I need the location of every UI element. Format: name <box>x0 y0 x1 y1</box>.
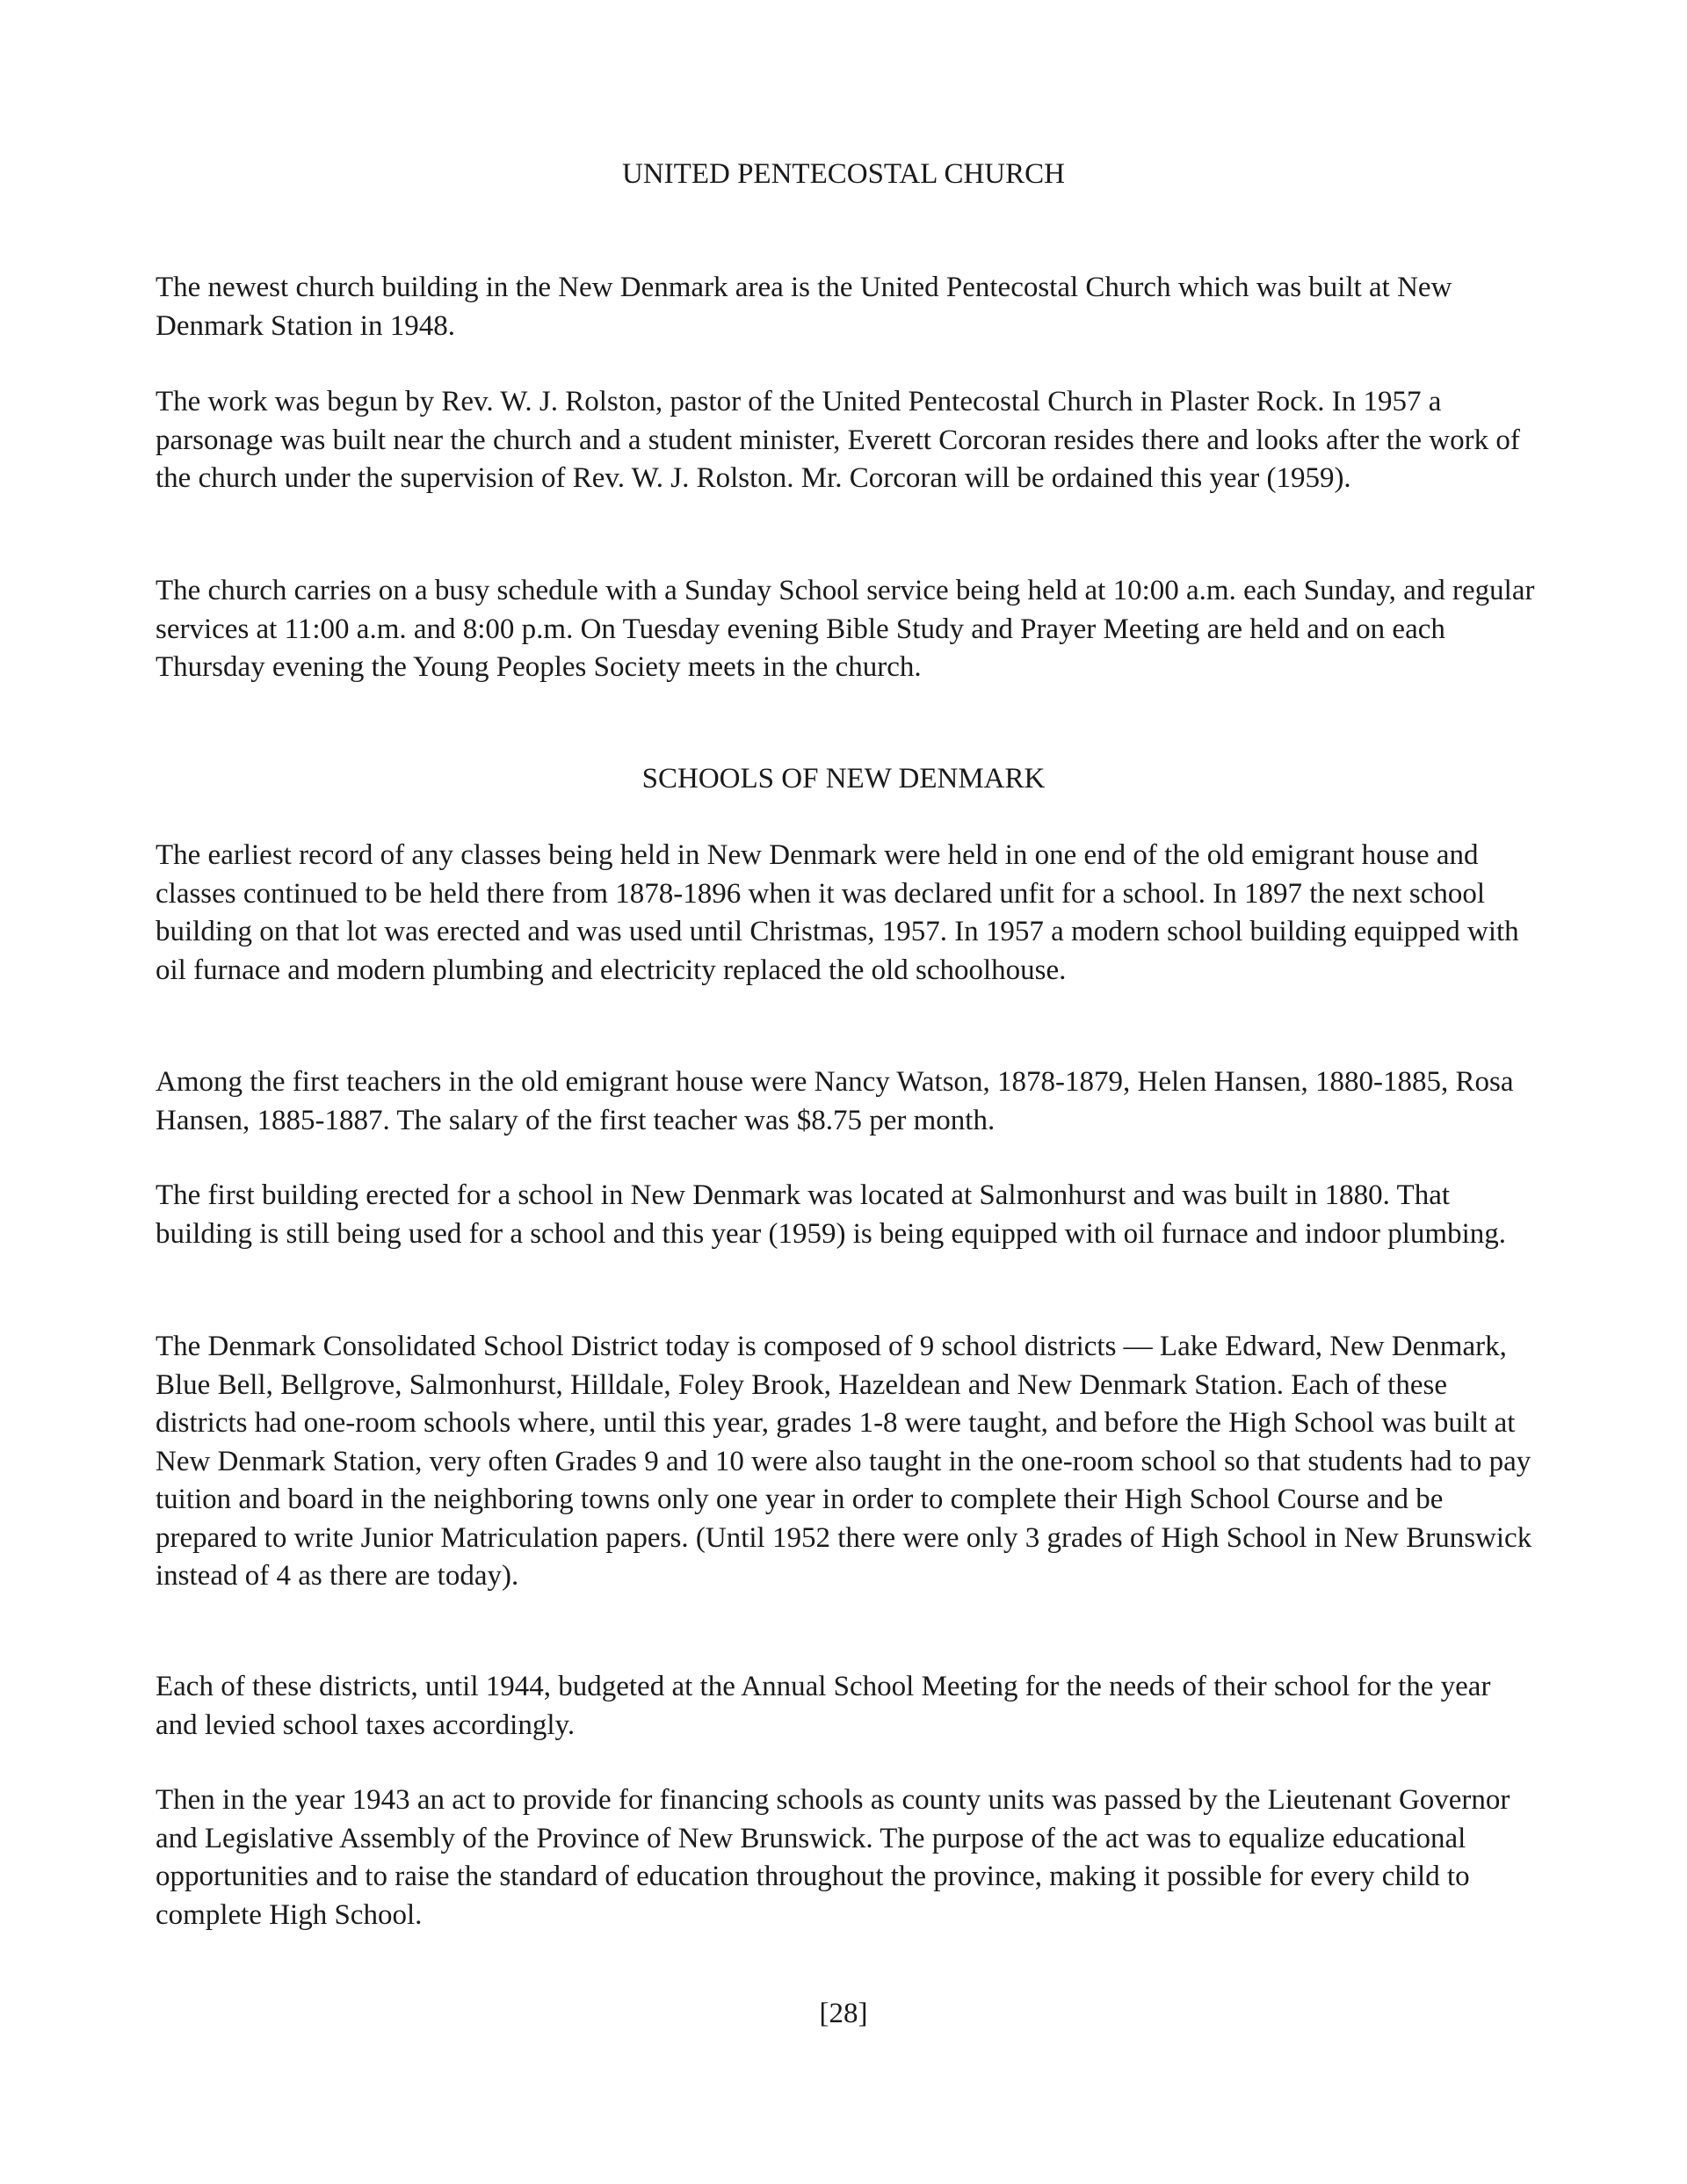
schools-paragraph-2 <box>156 1063 1535 1140</box>
church-paragraph-2 <box>156 383 1535 498</box>
paragraph-text: The newest church building in the New Denmark area is the United Pentecostal Church which was built at New Denmark Station in 1948. <box>156 272 1452 342</box>
paragraph-text: Among the first teachers in the old emigrant house were Nancy Watson, 1878-1879, Helen Hansen, 1880-1885, Rosa Hansen, 1885-1887. The salary of the first teacher was $8.75 per month. <box>156 1066 1514 1136</box>
paragraph-text: The Denmark Consolidated School District today is composed of 9 school districts — Lake Edward, New Denmark, Blue Bell, Bellgrove, Salmonhurst, Hilldale, Foley Brook, Hazeldean and New Denmark Station. Each of these districts had one-room schools where, until this year, grades 1-8 were taught, and before the High School was built at New Denmark Station, very often Grades 9 and 10 were also taught in the one-room school so that students had to pay tuition and board in the neighboring towns only one year in order to complete their High School Course and be prepared to write Junior Matriculation papers. (Until 1952 there were only 3 grades of High School in New Brunswick instead of 4 as there are today). <box>156 1331 1532 1592</box>
paragraph-text: Then in the year 1943 an act to provide for financing schools as county units was passed by the Lieutenant Governor and Legislative Assembly of the Province of New Brunswick. The purpose of the act was to equalize educational opportunities and to raise the standard of education throughout the province, making it possible for every child to complete High School. <box>156 1784 1510 1931</box>
paragraph-text: The work was begun by Rev. W. J. Rolston, pastor of the United Pentecostal Church in Plaster Rock. In 1957 a parsonage was built near the church and a student minister, Everett Corcoran resides there and looks after the work of the church under the supervision of Rev. W. J. Rolston. Mr. Corcoran will be ordained this year (1959). <box>156 386 1520 494</box>
schools-paragraph-1 <box>156 837 1535 990</box>
schools-paragraph-4 <box>156 1328 1535 1596</box>
schools-paragraph-3 <box>156 1177 1535 1253</box>
schools-paragraph-5 <box>156 1668 1535 1745</box>
paragraph-text: The earliest record of any classes being held in New Denmark were held in one end of the old emigrant house and classes continued to be held there from 1878-1896 when it was declared unfit for a school. In 1897 the next school building on that lot was erected and was used until Christmas, 1957. In 1957 a modern school building equipped with oil furnace and modern plumbing and electricity replaced the old schoolhouse. <box>156 839 1519 986</box>
church-paragraph-3 <box>156 572 1535 687</box>
schools-section-heading: SCHOOLS OF NEW DENMARK <box>641 763 1046 795</box>
church-paragraph-1 <box>156 269 1535 345</box>
paragraph-text: The first building erected for a school in New Denmark was located at Salmonhurst and was built in 1880. That building is still being used for a school and this year (1959) is being equipped with oil furnace and indoor plumbing. <box>156 1179 1506 1250</box>
paragraph-text: Each of these districts, until 1944, budgeted at the Annual School Meeting for the needs of their school for the year and levied school taxes accordingly. <box>156 1671 1491 1741</box>
page-number: [28] <box>819 1998 868 2029</box>
church-section-heading: UNITED PENTECOSTAL CHURCH <box>622 158 1065 190</box>
schools-paragraph-6 <box>156 1781 1535 1934</box>
paragraph-text: The church carries on a busy schedule with a Sunday School service being held at 10:00 a.m. each Sunday, and regular services at 11:00 a.m. and 8:00 p.m. On Tuesday evening Bible Study and Prayer Meeting are held and on each Thursday evening the Young Peoples Society meets in the church. <box>156 575 1535 683</box>
